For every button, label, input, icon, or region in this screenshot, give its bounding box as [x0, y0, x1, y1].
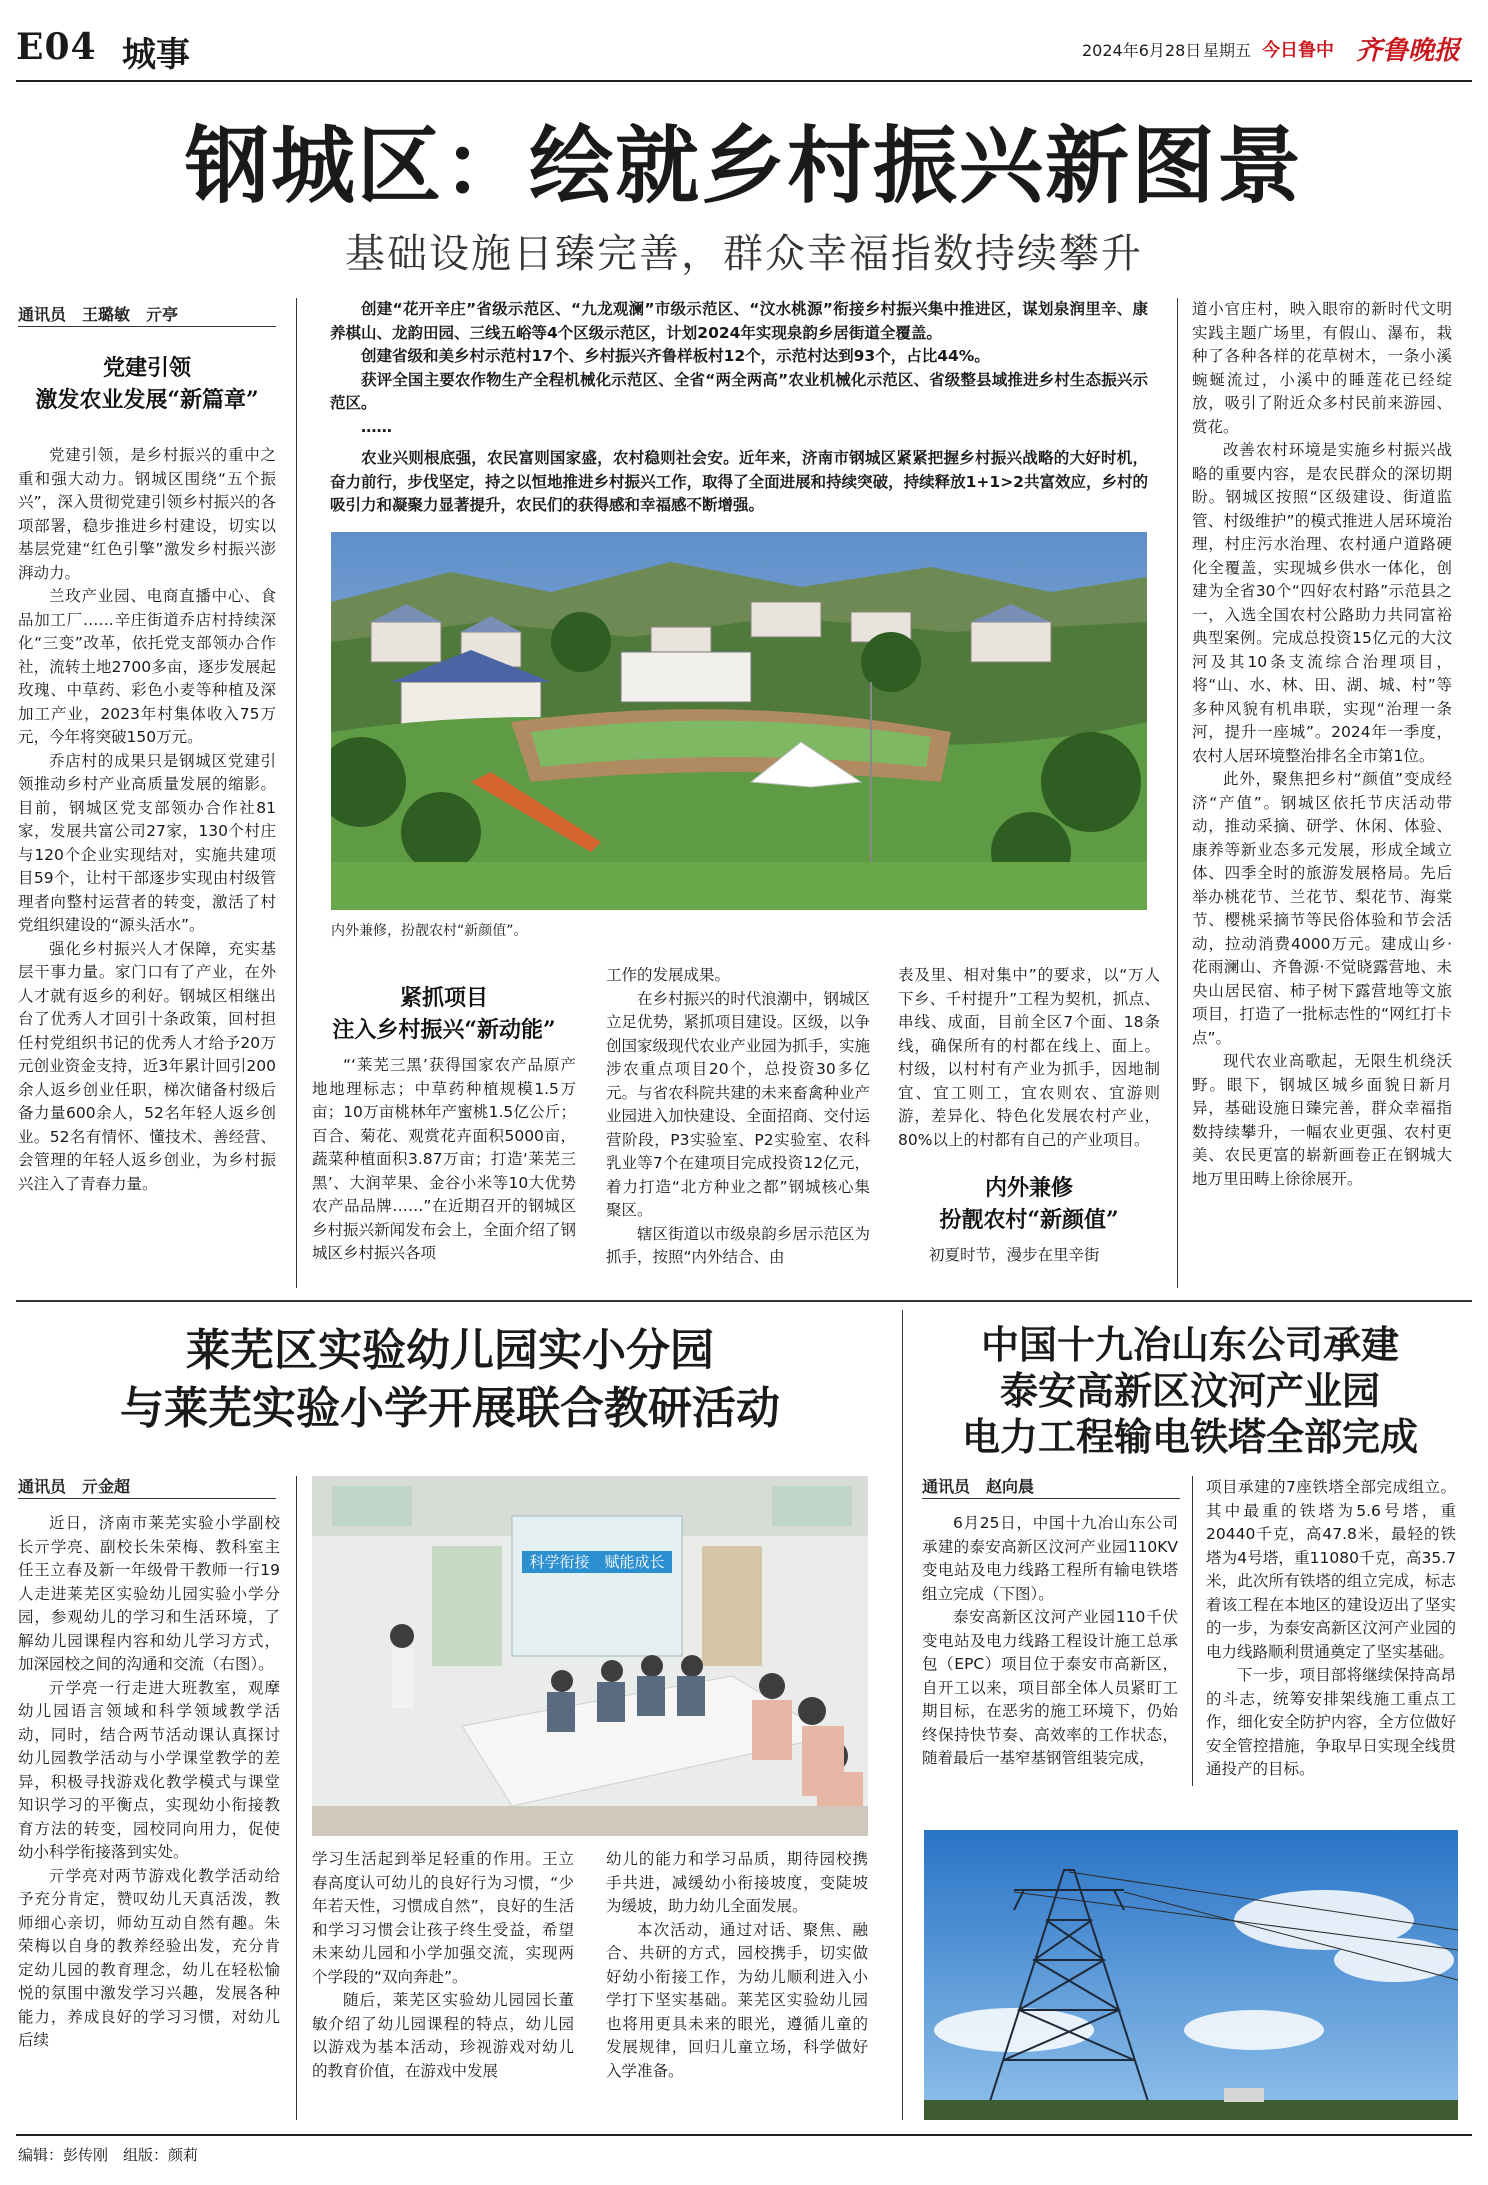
subhead-line: 内外兼修	[984, 1175, 1073, 1201]
story2-col1	[18, 1512, 280, 2053]
paragraph: 改善农村环境是实施乡村振兴战略的重要内容，是农民群众的深切期盼。钢城区按照“区级建设、街道监管、村级维护”的模式推进人居环境治理，村庄污水治理、农村通户道路硬化全覆盖，实现城乡供水一体化，创建为全省30个“四好农村路”示范县之一，入选全国农村公路助力共同富裕典型案例。完成总投资15亿元的大汶河及其10条支流综合治理项目，将“山、水、林、田、湖、城、村”等多种风貌有机串联，实现“治理一条河，提升一座城”。2024年一季度，农村人居环境整治排名全市第1位。	[1192, 441, 1452, 765]
village-photo	[331, 532, 1147, 910]
byline-rule	[18, 1498, 276, 1499]
paragraph: 党建引领，是乡村振兴的重中之重和强大动力。钢城区围绕“五个振兴”，深入贯彻党建引领乡村振兴的各项部署，稳步推进乡村建设，切实以基层党建“红色引擎”激发乡村振兴澎湃动力。	[18, 446, 276, 582]
byline-rule	[18, 326, 276, 327]
paragraph: “‘莱芜三黑’获得国家农产品原产地地理标志；中草药种植规模1.5万亩；10万亩桃林年产蜜桃1.5亿公斤；百合、菊花、观赏花卉面积5000亩，蔬菜种植面积3.87万亩；打造‘莱芜三黑’、大润苹果、金谷小米等10大优势农产品品牌……”在近期召开的钢城区乡村振兴新闻发布会上，全面介绍了钢城区乡村振兴各项	[312, 1056, 576, 1262]
newspaper-logo: 齐鲁晚报	[1356, 36, 1461, 66]
paragraph: 表及里、相对集中”的要求，以“万人下乡、千村提升”工程为契机，抓点、串线、成面，目前全区7个面、18条线，确保所有的村都在线上、面上。村级，以村村有产业为抓手，因地制宜、宜工则工，宜农则农、宜游则游，差异化、特色化发展农村产业，80%以上的村都有自己的产业项目。	[898, 966, 1160, 1149]
paragraph: 项目承建的7座铁塔全部完成组立。其中最重的铁塔为5.6号塔，重20440千克，高47.8米，最轻的铁塔为4号塔，重11080千克，高35.7米，此次所有铁塔的组立完成，标志着该工程在本地区的建设迈出了坚实的一步，为泰安高新区汶河产业园的电力线路顺利贯通奠定了坚实基础。	[1206, 1478, 1456, 1661]
story1-headline: 钢城区：绘就乡村振兴新图景	[184, 116, 1303, 215]
story3-col2	[1206, 1476, 1456, 1782]
summary-line: 创建省级和美乡村示范村17个、乡村振兴齐鲁样板村12个，示范村达到93个，占比44%。	[361, 347, 990, 365]
subhead-line: 注入乡村振兴“新动能”	[332, 1017, 556, 1043]
village-photo-caption: 内外兼修，扮靓农村“新颜值”。	[331, 923, 528, 939]
byline-rule	[922, 1498, 1180, 1499]
paragraph: 下一步，项目部将继续保持高昂的斗志，统筹安排架线施工重点工作，细化安全防护内容，全方位做好安全管控措施，争取早日实现全线贯通投产的目标。	[1206, 1666, 1456, 1778]
section-divider-vertical	[902, 1310, 903, 2120]
column-rule	[1177, 298, 1178, 1288]
story1-subheadline: 基础设施日臻完善，群众幸福指数持续攀升	[345, 231, 1143, 277]
footer-editor: 编辑：彭传刚 组版：颜莉	[18, 2146, 199, 2164]
paragraph: 强化乡村振兴人才保障，充实基层干事力量。家门口有了产业，在外人才就有返乡的利好。钢城区相继出台了优秀人才回引十条政策，回村担任村党组织书记的优秀人才给予20万元创业资金支持，近3年累计回引200余人返乡创业任职，梯次储备村级后备力量600余人，52名年轻人返乡创业。52名有情怀、懂技术、善经营、会管理的年轻人返乡创业，为乡村振兴注入了青春力量。	[18, 939, 276, 1193]
story1-col4	[898, 964, 1160, 1268]
paragraph: 乔店村的成果只是钢城区党建引领推动乡村产业高质量发展的缩影。目前，钢城区党支部领办合作社81家，发展共富公司27家，130个村庄与120个企业实现结对，实施共建项目59个，让村干部逐步实现由村级管理者向整村运营者的转变，激活了村党组织建设的“源头活水”。	[18, 751, 276, 934]
footer-rule	[16, 2134, 1472, 2136]
subhead-line: 党建引领	[102, 355, 191, 381]
story1-byline: 通讯员 王璐敏 亓亭	[18, 305, 179, 324]
paragraph: 现代农业高歌起，无限生机绕沃野。眼下，钢城区城乡面貌日新月异，基础设施日臻完善，群众幸福指数持续攀升，一幅农业更强、农村更美、农民更富的崭新画卷正在钢城大地万里田畴上徐徐展开。	[1192, 1052, 1452, 1188]
paragraph: 道小官庄村，映入眼帘的新时代文明实践主题广场里，有假山、瀑布，栽种了各种各样的花草树木，一条小溪蜿蜒流过，小溪中的睡莲花已经绽放，吸引了附近众多村民前来游园、赏花。	[1192, 300, 1452, 436]
paragraph: 辖区街道以市级泉韵乡居示范区为抓手，按照“内外结合、由	[606, 1224, 870, 1266]
paragraph: 本次活动，通过对话、聚焦、融合、共研的方式，园校携手，切实做好幼小衔接工作，为幼儿顺利进入小学打下坚实基础。莱芜区实验幼儿园也将用更具未来的眼光，遵循儿童的发展规律，回归儿童立场，科学做好入学准备。	[606, 1920, 868, 2080]
issue-date: 2024年6月28日	[1082, 41, 1202, 60]
column-name: 今日鲁中	[1262, 40, 1334, 61]
headline-line: 泰安高新区汶河产业园	[999, 1368, 1380, 1413]
masthead-rule	[16, 80, 1472, 82]
subhead-line: 激发农业发展“新篇章”	[35, 387, 259, 413]
story1-col1	[18, 352, 276, 1196]
banner-text: 科学衔接 赋能成长	[529, 1553, 665, 1571]
paragraph: 幼儿的能力和学习品质，期待园校携手共进，减缓幼小衔接坡度，变陡坡为缓坡，助力幼儿全面发展。	[606, 1850, 868, 1915]
story3-col1	[922, 1512, 1178, 1771]
paragraph: 随后，莱芜区实验幼儿园园长董敏介绍了幼儿园课程的特点，幼儿园以游戏为基本活动，珍视游戏对幼儿的教育价值，在游戏中发展	[312, 1991, 574, 2080]
headline-line: 电力工程输电铁塔全部完成	[961, 1414, 1418, 1459]
paragraph: 亓学亮一行走进大班教室，观摩幼儿园语言领域和科学领域教学活动，同时，结合两节活动课认真探讨幼儿园教学活动与小学课堂教学的差异，积极寻找游戏化教学模式与课堂知识学习的平衡点，实现幼小衔接教育方法的转变，园校同向用力，促使幼小科学衔接落到实处。	[18, 1678, 280, 1861]
paragraph: 6月25日，中国十九冶山东公司承建的泰安高新区汶河产业园110KV变电站及电力线路工程所有输电铁塔组立完成（下图）。	[922, 1514, 1178, 1603]
paragraph: 亓学亮对两节游戏化教学活动给予充分肯定，赞叹幼儿天真活泼，教师细心亲切，师幼互动自然有趣。朱荣梅以自身的教养经验出发，充分肯定幼儿园的教育理念，幼儿在轻松愉悦的氛围中激发学习兴趣，发展各种能力，养成良好的学习习惯，对幼儿后续	[18, 1866, 280, 2049]
subhead-party	[18, 352, 276, 416]
story1-col3	[606, 964, 870, 1270]
column-rule	[296, 298, 297, 1288]
column-rule	[1192, 1476, 1193, 1786]
column-rule	[296, 1476, 297, 2120]
paragraph: 泰安高新区汶河产业园110千伏变电站及电力线路工程设计施工总承包（EPC）项目位于泰安市高新区，自开工以来，项目部全体人员紧盯工期目标，在恶劣的施工环境下，仍始终保持快节奏、高效率的工作状态，随着最后一基窄基钢管组装完成，	[922, 1608, 1178, 1767]
tower-scene-illustration	[924, 1830, 1458, 2120]
paragraph: 此外，聚焦把乡村“颜值”变成经济“产值”。钢城区依托节庆活动带动，推动采摘、研学、休闲、体验、康养等新业态多元发展，形成全域立体、四季全时的旅游发展格局。先后举办桃花节、兰花节、梨花节、海棠节、樱桃采摘节等民俗体验和节会活动，拉动消费4000万元。建成山乡·花雨澜山、齐鲁源·不觉晓露营地、未央山居民宿、柿子树下露营地等文旅项目，打造了一批标志性的“网红打卡点”。	[1192, 770, 1452, 1047]
section-divider	[16, 1300, 1472, 1302]
section-name: 城事	[122, 35, 190, 75]
headline-line: 与莱芜实验小学开展联合教研活动	[120, 1383, 780, 1434]
subhead-line: 紧抓项目	[399, 985, 488, 1011]
story1-col5	[1192, 298, 1452, 1191]
headline-line: 中国十九冶山东公司承建	[980, 1322, 1399, 1367]
page-code: E04	[16, 26, 97, 68]
story2-col3	[606, 1848, 868, 2083]
story2-byline: 通讯员 亓金超	[18, 1477, 131, 1496]
story2-headline	[20, 1322, 880, 1438]
story1-col2	[312, 982, 576, 1266]
paragraph: 兰玫产业园、电商直播中心、食品加工厂……辛庄街道乔店村持续深化“三变”改革，依托党支部领办合作社，流转土地2700多亩，逐步发展起玫瑰、中草药、彩色小麦等种植及深加工产业，2023年村集体收入75万元，今年将突破150万元。	[18, 587, 276, 746]
paragraph: 在乡村振兴的时代浪潮中，钢城区立足优势，紧抓项目建设。区级，以争创国家级现代农业产业园为抓手，实施涉农重点项目20个，总投资30多亿元。与省农科院共建的未来畜禽种业产业园进入加快建设、全面招商、交付运营阶段，P3实验室、P2实验室、农科乳业等7个在建项目完成投资12亿元，着力打造“北方种业之都”钢城核心集聚区。	[606, 989, 870, 1219]
subhead-appearance	[898, 1172, 1160, 1236]
lead-paragraph: 农业兴则根底强，农民富则国家盛，农村稳则社会安。近年来，济南市钢城区紧紧把握乡村振兴战略的大好时机，奋力前行，步伐坚定，持之以恒地推进乡村振兴工作，取得了全面进展和持续突破，持续释放1+1>2共富效应，乡村的吸引力和凝聚力显著提升，农民们的获得感和幸福感不断增强。	[330, 449, 1148, 514]
paragraph: 初夏时节，漫步在里辛街	[929, 1246, 1100, 1264]
story2-col2	[312, 1848, 574, 2083]
paragraph: 工作的发展成果。	[606, 966, 731, 984]
summary-line: 创建“花开辛庄”省级示范区、“九龙观澜”市级示范区、“汶水桃源”衔接乡村振兴集中推进区，谋划泉润里辛、康养棋山、龙韵田园、三线五峪等4个区级示范区，计划2024年实现泉韵乡居街道全覆盖。	[330, 300, 1148, 342]
summary-line: ……	[361, 417, 392, 436]
subhead-projects	[312, 982, 576, 1046]
classroom-meeting-photo	[312, 1476, 868, 1836]
story3-byline: 通讯员 赵向晨	[922, 1477, 1035, 1496]
paragraph: 近日，济南市莱芜实验小学副校长亓学亮、副校长朱荣梅、教科室主任王立春及新一年级骨干教师一行19人走进莱芜区实验幼儿园实验小学分园，参观幼儿的学习和生活环境，了解幼儿园课程内容和幼儿学习方式，加深园校之间的沟通和交流（右图）。	[18, 1514, 280, 1673]
summary-line: 获评全国主要农作物生产全程机械化示范区、全省“两全两高”农业机械化示范区、省级整县域推进乡村生态振兴示范区。	[330, 370, 1148, 412]
story1-top-summary	[330, 298, 1148, 518]
village-scene-illustration	[331, 532, 1147, 910]
subhead-line: 扮靓农村“新颜值”	[939, 1207, 1119, 1233]
transmission-tower-photo	[924, 1830, 1458, 2120]
paragraph: 学习生活起到举足轻重的作用。王立春高度认可幼儿的良好行为习惯，“少年若天性，习惯成自然”，良好的生活和学习习惯会让孩子终生受益，希望未来幼儿园和小学加强交流，实现两个学段的“双向奔赴”。	[312, 1850, 574, 1986]
issue-weekday: 星期五	[1203, 41, 1252, 60]
meeting-scene-illustration	[312, 1476, 868, 1836]
story3-headline	[910, 1322, 1470, 1460]
headline-line: 莱芜区实验幼儿园实小分园	[186, 1325, 714, 1376]
